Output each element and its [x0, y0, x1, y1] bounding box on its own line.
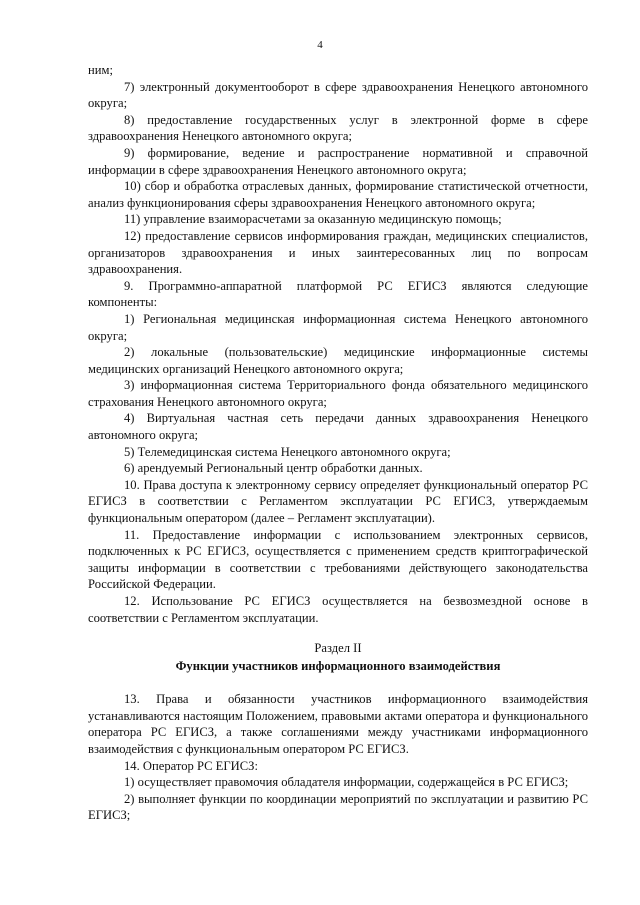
list-item-12: 12) предоставление сервисов информирования граждан, медицинских специалистов, организаторов здравоохранения и иных заинтересованных лиц по вопросам здравоохранения. [88, 228, 588, 277]
clause-11: 11. Предоставление информации с использованием электронных сервисов, подключенных к РС ЕГИСЗ, осуществляется с применением средств криптографической защиты информации в соответствии с требованиями действующего законодательства Российской Федерации. [88, 527, 588, 592]
clause-13: 13. Права и обязанности участников информационного взаимодействия устанавливаются настоящим Положением, правовыми актами оператора и функционального оператора РС ЕГИСЗ, а также соглашениями между участниками информационного взаимодействия с функциональным оператором РС ЕГИСЗ. [88, 692, 588, 756]
clause-9: 9. Программно-аппаратной платформой РС ЕГИСЗ являются следующие компоненты: [88, 278, 588, 310]
clause-14-item-2: 2) выполняет функции по координации мероприятий по эксплуатации и развитию РС ЕГИСЗ; [88, 791, 588, 823]
section-heading: Функции участников информационного взаимодействия [175, 659, 501, 674]
list-item-10: 10) сбор и обработка отраслевых данных, формирование статистической отчетности, анализ функционирования сферы здравоохранения Ненецкого автономного округа; [88, 179, 588, 210]
component-1: 1) Региональная медицинская информационная система Ненецкого автономного округа; [88, 311, 588, 343]
page-number: 4 [317, 39, 323, 51]
list-item-7: 7) электронный документооборот в сфере здравоохранения Ненецкого автономного округа; [88, 79, 588, 111]
component-6: 6) арендуемый Региональный центр обработки данных. [124, 461, 423, 476]
clause-10: 10. Права доступа к электронному сервису определяет функциональный оператор РС ЕГИСЗ в соответствии с Регламентом эксплуатации РС ЕГИСЗ, утверждаемым функциональным оператором (далее – Регламент эксплуатации). [88, 477, 588, 526]
clause-14-item-1: 1) осуществляет правомочия обладателя информации, содержащейся в РС ЕГИСЗ; [124, 775, 569, 790]
list-item-8: 8) предоставление государственных услуг в электронной форме в сфере здравоохранения Ненецкого автономного округа; [88, 112, 588, 144]
clause-14: 14. Оператор РС ЕГИСЗ: [124, 758, 258, 773]
component-4: 4) Виртуальная частная сеть передачи данных здравоохранения Ненецкого автономного округа; [88, 411, 588, 443]
list-item-9: 9) формирование, ведение и распространение нормативной и справочной информации в сфере здравоохранения Ненецкого автономного округа; [88, 145, 588, 177]
section-title: Раздел II [314, 641, 362, 656]
component-5: 5) Телемедицинская система Ненецкого автономного округа; [124, 444, 451, 459]
component-3: 3) информационная система Территориального фонда обязательного медицинского страхования Ненецкого автономного округа; [88, 378, 588, 409]
document-body [88, 62, 588, 824]
component-2: 2) локальные (пользовательские) медицинские информационные системы медицинских организаций Ненецкого автономного округа; [88, 345, 588, 376]
clause-12: 12. Использование РС ЕГИСЗ осуществляется на безвозмездной основе в соответствии с Регламентом эксплуатации. [88, 594, 588, 625]
list-item-11: 11) управление взаиморасчетами за оказанную медицинскую помощь; [124, 212, 502, 227]
paragraph-continuation: ним; [88, 63, 113, 77]
